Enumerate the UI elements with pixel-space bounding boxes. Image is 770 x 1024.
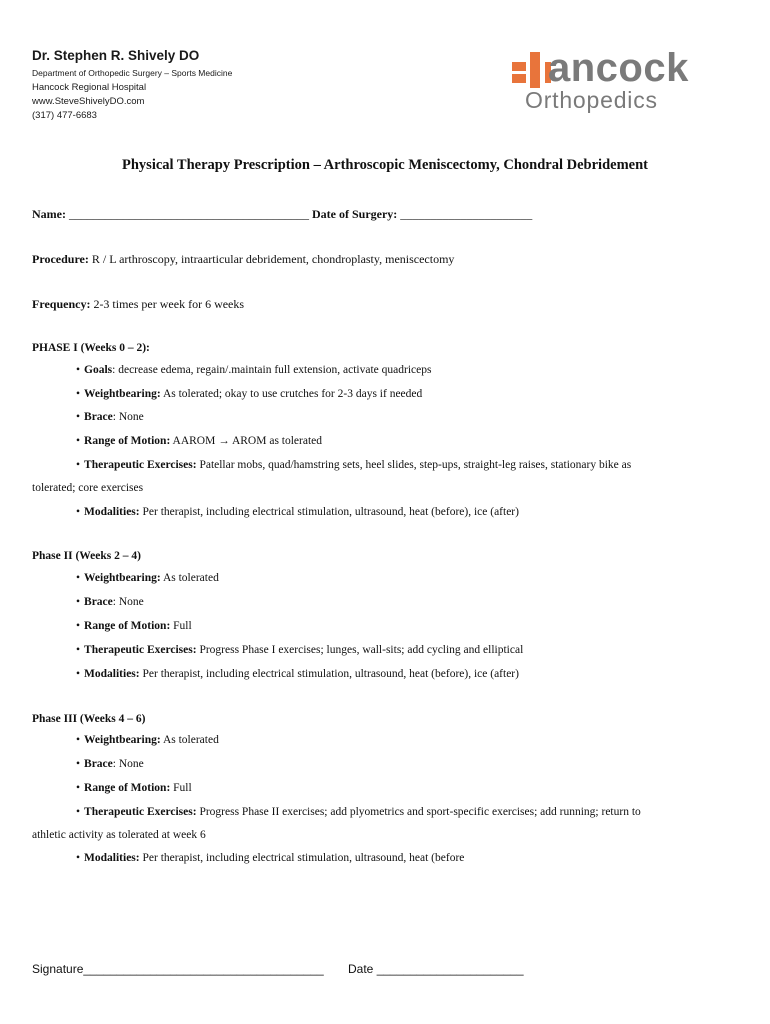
phase2-rom: • Range of Motion: Full — [76, 620, 192, 632]
letterhead — [32, 48, 232, 123]
procedure-line — [32, 252, 454, 267]
website: www.SteveShivelyDO.com — [32, 96, 145, 107]
phase1-exercises: • Therapeutic Exercises: Patellar mobs, quad/hamstring sets, heel slides, step-ups, straight-leg raises, stationary bike as — [76, 459, 632, 471]
frequency-value: 2-3 times per week for 6 weeks — [93, 297, 245, 311]
phase3-title: Phase III (Weeks 4 – 6) — [32, 713, 146, 725]
procedure-label: Procedure: — [32, 252, 89, 266]
frequency-line — [32, 297, 244, 312]
signature-label: Signature — [32, 962, 84, 976]
phase1-brace: • Brace: None — [76, 411, 144, 423]
signature-line — [32, 962, 324, 976]
name-field — [32, 207, 532, 222]
department: Department of Orthopedic Surgery – Sports Medicine — [32, 68, 233, 78]
signature-date-blank[interactable]: ______________________ — [376, 962, 524, 976]
name-blank[interactable]: ________________________________________ — [68, 207, 309, 221]
phase1-weightbearing: • Weightbearing: As tolerated; okay to use crutches for 2-3 days if needed — [76, 388, 423, 400]
phase2-brace: • Brace: None — [76, 596, 144, 608]
signature-date-label: Date — [348, 962, 374, 976]
phase1-modalities: • Modalities: Per therapist, including electrical stimulation, ultrasound, heat (before), ice (after) — [76, 506, 519, 518]
phase2-modalities: • Modalities: Per therapist, including electrical stimulation, ultrasound, heat (before), ice (after) — [76, 668, 519, 680]
logo-word-orthopedics: Orthopedics — [525, 87, 658, 113]
phase3-modalities: • Modalities: Per therapist, including electrical stimulation, ultrasound, heat (before — [76, 852, 465, 864]
procedure-value: R / L arthroscopy, intraarticular debridement, chondroplasty, meniscectomy — [91, 252, 455, 266]
phase3-exercises-cont: athletic activity as tolerated at week 6 — [32, 829, 206, 841]
frequency-label: Frequency: — [32, 297, 91, 311]
phase1-goals: • Goals: decrease edema, regain/.maintain full extension, activate quadriceps — [76, 364, 432, 376]
phase1-title: PHASE I (Weeks 0 – 2): — [32, 342, 150, 354]
phase2-weightbearing: • Weightbearing: As tolerated — [76, 572, 219, 584]
name-label: Name: — [32, 207, 66, 221]
signature-date-line — [348, 962, 524, 976]
phase1-rom: • Range of Motion: AAROM → AROM as tolerated — [76, 435, 323, 447]
phone: (317) 477-6683 — [32, 110, 97, 121]
hancock-orthopedics-logo — [512, 46, 744, 116]
doctor-name: Dr. Stephen R. Shively DO — [32, 48, 200, 63]
phase1-exercises-cont: tolerated; core exercises — [32, 482, 144, 494]
phase3-exercises: • Therapeutic Exercises: Progress Phase II exercises; add plyometrics and sport-specific exercises; add running; return to — [76, 806, 641, 818]
phase3-weightbearing: • Weightbearing: As tolerated — [76, 734, 219, 746]
signature-blank[interactable]: ____________________________________ — [83, 962, 324, 976]
surgery-date-label: Date of Surgery: — [311, 207, 398, 221]
phase2-exercises: • Therapeutic Exercises: Progress Phase I exercises; lunges, wall-sits; add cycling and elliptical — [76, 644, 524, 656]
surgery-date-blank[interactable]: ______________________ — [400, 207, 533, 221]
hospital-name: Hancock Regional Hospital — [32, 82, 147, 93]
phase3-rom: • Range of Motion: Full — [76, 782, 192, 794]
logo-word-hancock: ancock — [548, 46, 689, 90]
page-title: Physical Therapy Prescription – Arthroscopic Meniscectomy, Chondral Debridement — [122, 157, 648, 173]
phase3-brace: • Brace: None — [76, 758, 144, 770]
phase2-title: Phase II (Weeks 2 – 4) — [32, 550, 141, 562]
